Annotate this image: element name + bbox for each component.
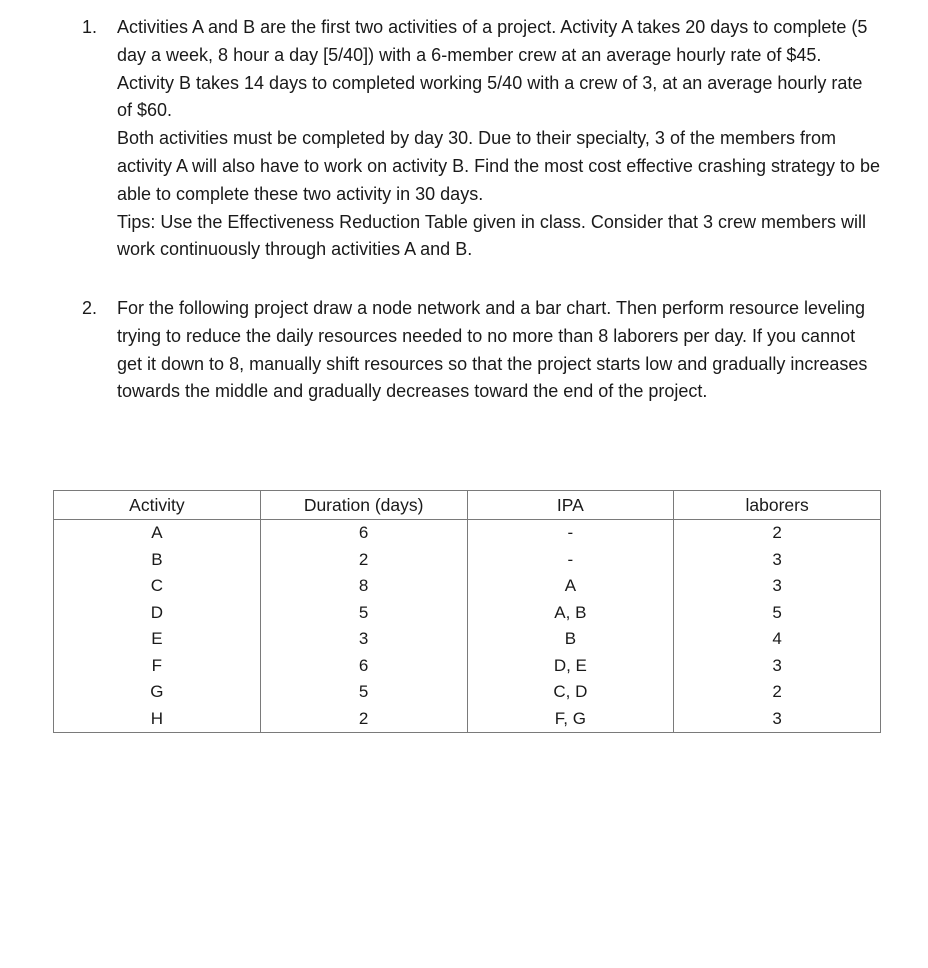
cell-duration: 6 [260, 653, 467, 680]
problem-paragraph: Both activities must be completed by day 30. Due to their specialty, 3 of the members from activity A will also have to work on activity B. Find the most cost effective crashing strategy to be able to complete these two activity in 30 days. [117, 128, 881, 204]
table-row [54, 626, 881, 653]
cell-duration: 2 [260, 706, 467, 733]
column-header-laborers: laborers [674, 491, 881, 520]
cell-ipa: - [467, 520, 674, 547]
problem-body [117, 295, 882, 406]
problem-paragraph: Activities A and B are the first two activities of a project. Activity A takes 20 days to complete (5 day a week, 8 hour a day [5/40]) with a 6-member crew at an average hourly rate of $45. Activity B takes 14 days to completed working 5/40 with a crew of 3, at an average hourly rate of $60. [117, 17, 868, 121]
cell-laborers: 3 [674, 573, 881, 600]
cell-duration: 5 [260, 600, 467, 627]
table-row [54, 600, 881, 627]
cell-activity: F [54, 653, 261, 680]
cell-laborers: 4 [674, 626, 881, 653]
table-row [54, 520, 881, 547]
problem-2 [82, 295, 882, 406]
cell-duration: 2 [260, 547, 467, 574]
problem-1 [82, 14, 882, 264]
problem-paragraph: Tips: Use the Effectiveness Reduction Table given in class. Consider that 3 crew members will work continuously through activities A and B. [117, 211, 867, 260]
cell-activity: D [54, 600, 261, 627]
table-row [54, 706, 881, 733]
cell-laborers: 2 [674, 679, 881, 706]
cell-ipa: C, D [467, 679, 674, 706]
cell-activity: G [54, 679, 261, 706]
cell-activity: E [54, 626, 261, 653]
table-header-row [54, 491, 881, 520]
cell-laborers: 2 [674, 520, 881, 547]
problem-number: 2. [82, 298, 98, 318]
activity-table [53, 490, 881, 733]
cell-duration: 5 [260, 679, 467, 706]
cell-duration: 8 [260, 573, 467, 600]
cell-ipa: B [467, 626, 674, 653]
cell-activity: H [54, 706, 261, 733]
table-row [54, 573, 881, 600]
table-row [54, 653, 881, 680]
cell-ipa: F, G [467, 706, 674, 733]
cell-laborers: 3 [674, 547, 881, 574]
column-header-duration: Duration (days) [260, 491, 467, 520]
problem-paragraph: For the following project draw a node network and a bar chart. Then perform resource leveling trying to reduce the daily resources needed to no more than 8 laborers per day. If you cannot get it down to 8, manually shift resources so that the project starts low and gradually increases towards the middle and gradually decreases toward the end of the project. [117, 298, 868, 402]
cell-activity: C [54, 573, 261, 600]
problem-body [117, 14, 882, 264]
column-header-activity: Activity [54, 491, 261, 520]
cell-ipa: A [467, 573, 674, 600]
cell-duration: 6 [260, 520, 467, 547]
cell-ipa: D, E [467, 653, 674, 680]
table-row [54, 547, 881, 574]
cell-ipa: A, B [467, 600, 674, 627]
cell-activity: A [54, 520, 261, 547]
cell-duration: 3 [260, 626, 467, 653]
column-header-ipa: IPA [467, 491, 674, 520]
cell-laborers: 3 [674, 706, 881, 733]
cell-ipa: - [467, 547, 674, 574]
cell-activity: B [54, 547, 261, 574]
problem-number: 1. [82, 17, 98, 37]
cell-laborers: 5 [674, 600, 881, 627]
cell-laborers: 3 [674, 653, 881, 680]
table-row [54, 679, 881, 706]
